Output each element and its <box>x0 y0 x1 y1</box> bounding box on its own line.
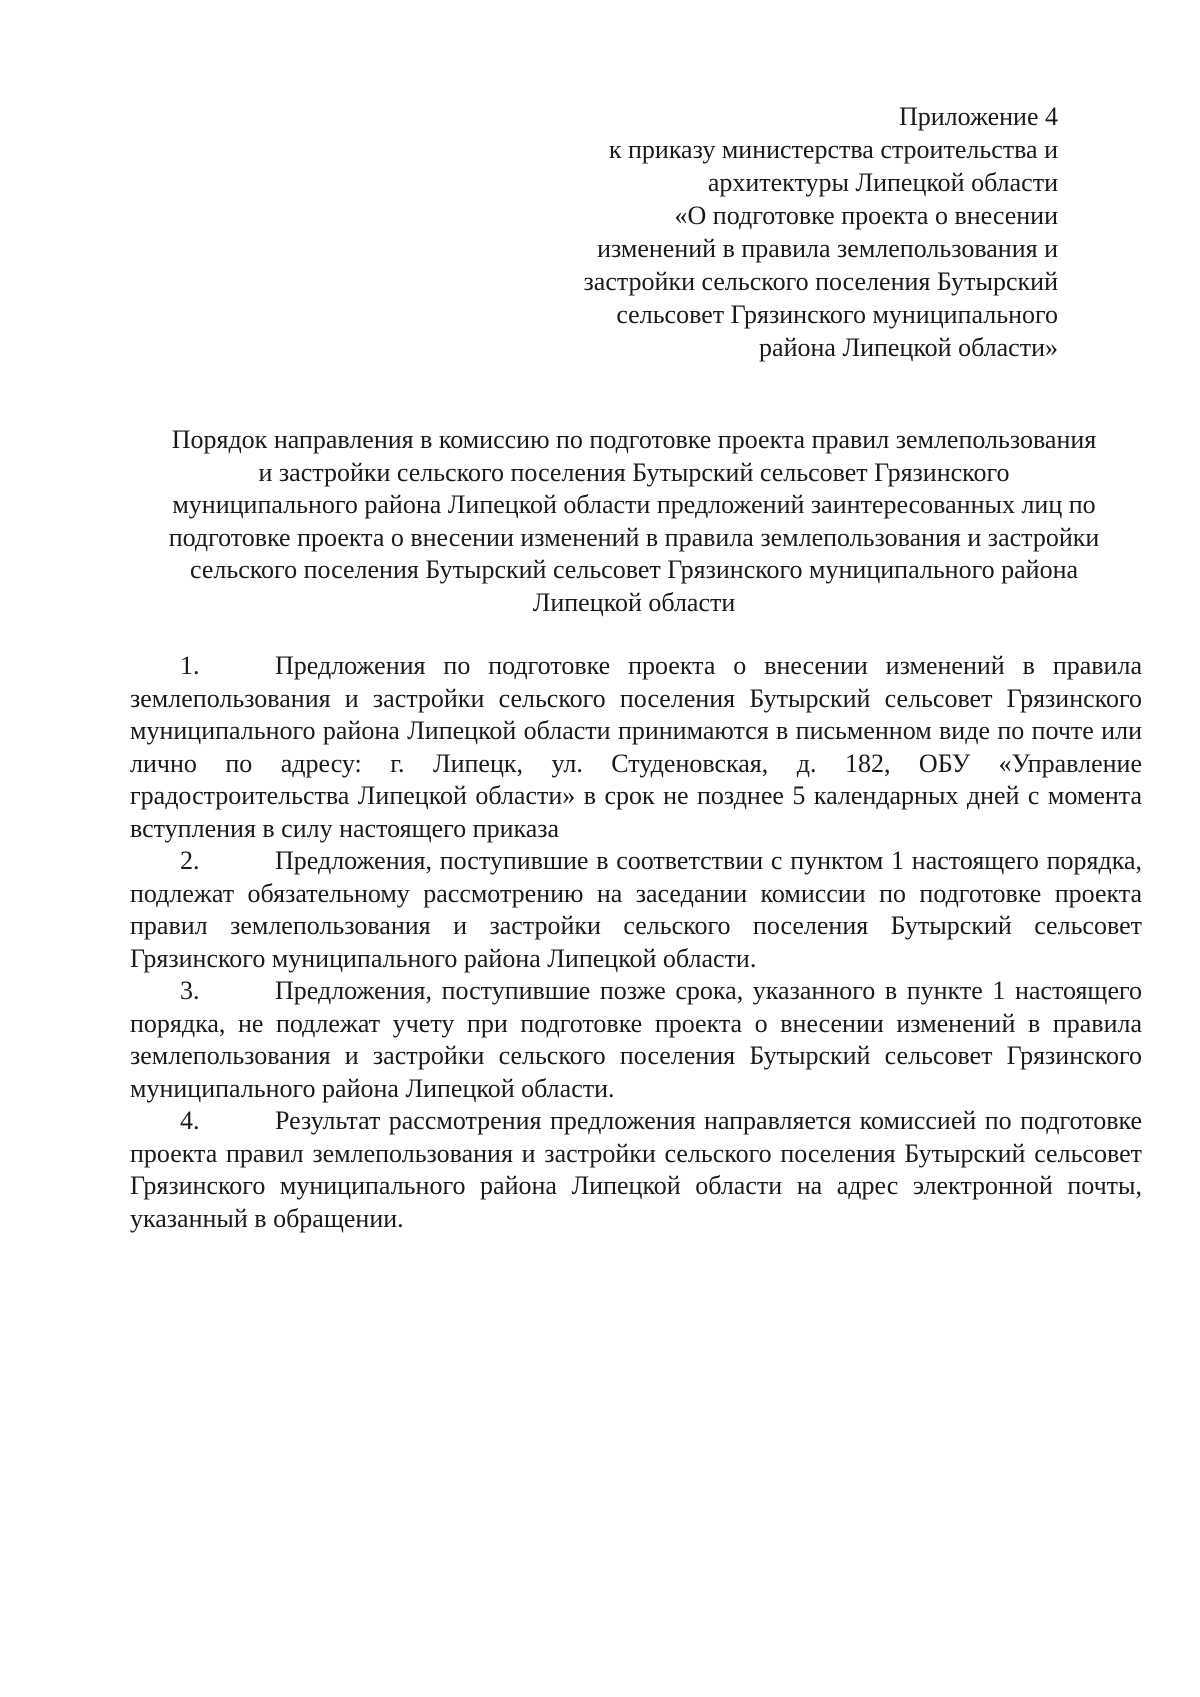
paragraph-number: 1. <box>180 651 200 680</box>
appendix-line: Приложение 4 <box>898 102 1058 131</box>
paragraph-text: Предложения, поступившие позже срока, указанного в пункте 1 настоящего порядка, не подлежат учету при подготовке проекта о внесении изменений в правила землепользования и застройки сельского поселения Бутырский сельсовет Грязинского муниципального района Липецкой области. <box>130 976 1142 1103</box>
appendix-line: сельсовет Грязинского муниципального <box>616 300 1058 329</box>
paragraph-number: 2. <box>180 846 200 875</box>
appendix-line: района Липецкой области» <box>759 333 1058 362</box>
numbered-paragraph <box>130 650 1142 845</box>
paragraph-number: 3. <box>180 976 200 1005</box>
paragraph-text: Предложения по подготовке проекта о внесении изменений в правила землепользования и застройки сельского поселения Бутырский сельсовет Грязинского муниципального района Липецкой области принимаются в письменном виде по почте или лично по адресу: г. Липецк, ул. Студеновская, д. 182, ОБУ «Управление градостроительства Липецкой области» в срок не позднее 5 календарных дней с момента вступления в силу настоящего приказа <box>130 651 1142 843</box>
appendix-line: к приказу министерства строительства и <box>608 135 1058 164</box>
numbered-paragraph <box>130 845 1142 975</box>
appendix-line: «О подготовке проекта о внесении <box>674 201 1058 230</box>
paragraph-number: 4. <box>180 1106 200 1135</box>
title-line: муниципального района Липецкой области предложений заинтересованных лиц по <box>172 490 1096 519</box>
appendix-line: архитектуры Липецкой области <box>707 168 1058 197</box>
document-body <box>130 650 1142 1235</box>
document-title <box>126 424 1142 619</box>
numbered-paragraph <box>130 1105 1142 1235</box>
appendix-line: изменений в правила землепользования и <box>597 234 1058 263</box>
title-line: Липецкой области <box>532 587 736 617</box>
title-line: и застройки сельского поселения Бутырский сельсовет Грязинского <box>258 457 1010 487</box>
title-line: подготовке проекта о внесении изменений в правила землепользования и застройки <box>168 522 1100 552</box>
title-line: сельского поселения Бутырский сельсовет Грязинского муниципального района <box>189 555 1079 584</box>
paragraph-text: Результат рассмотрения предложения направляется комиссией по подготовке проекта правил землепользования и застройки сельского поселения Бутырский сельсовет Грязинского муниципального района Липецкой области на адрес электронной почты, указанный в обращении. <box>130 1106 1142 1233</box>
numbered-paragraph <box>130 975 1142 1105</box>
title-line: Порядок направления в комиссию по подготовке проекта правил землепользования <box>171 425 1097 454</box>
appendix-header <box>498 100 1058 364</box>
appendix-line: застройки сельского поселения Бутырский <box>583 267 1058 296</box>
paragraph-text: Предложения, поступившие в соответствии с пунктом 1 настоящего порядка, подлежат обязательному рассмотрению на заседании комиссии по подготовке проекта правил землепользования и застройки сельского поселения Бутырский сельсовет Грязинского муниципального района Липецкой области. <box>130 846 1142 973</box>
